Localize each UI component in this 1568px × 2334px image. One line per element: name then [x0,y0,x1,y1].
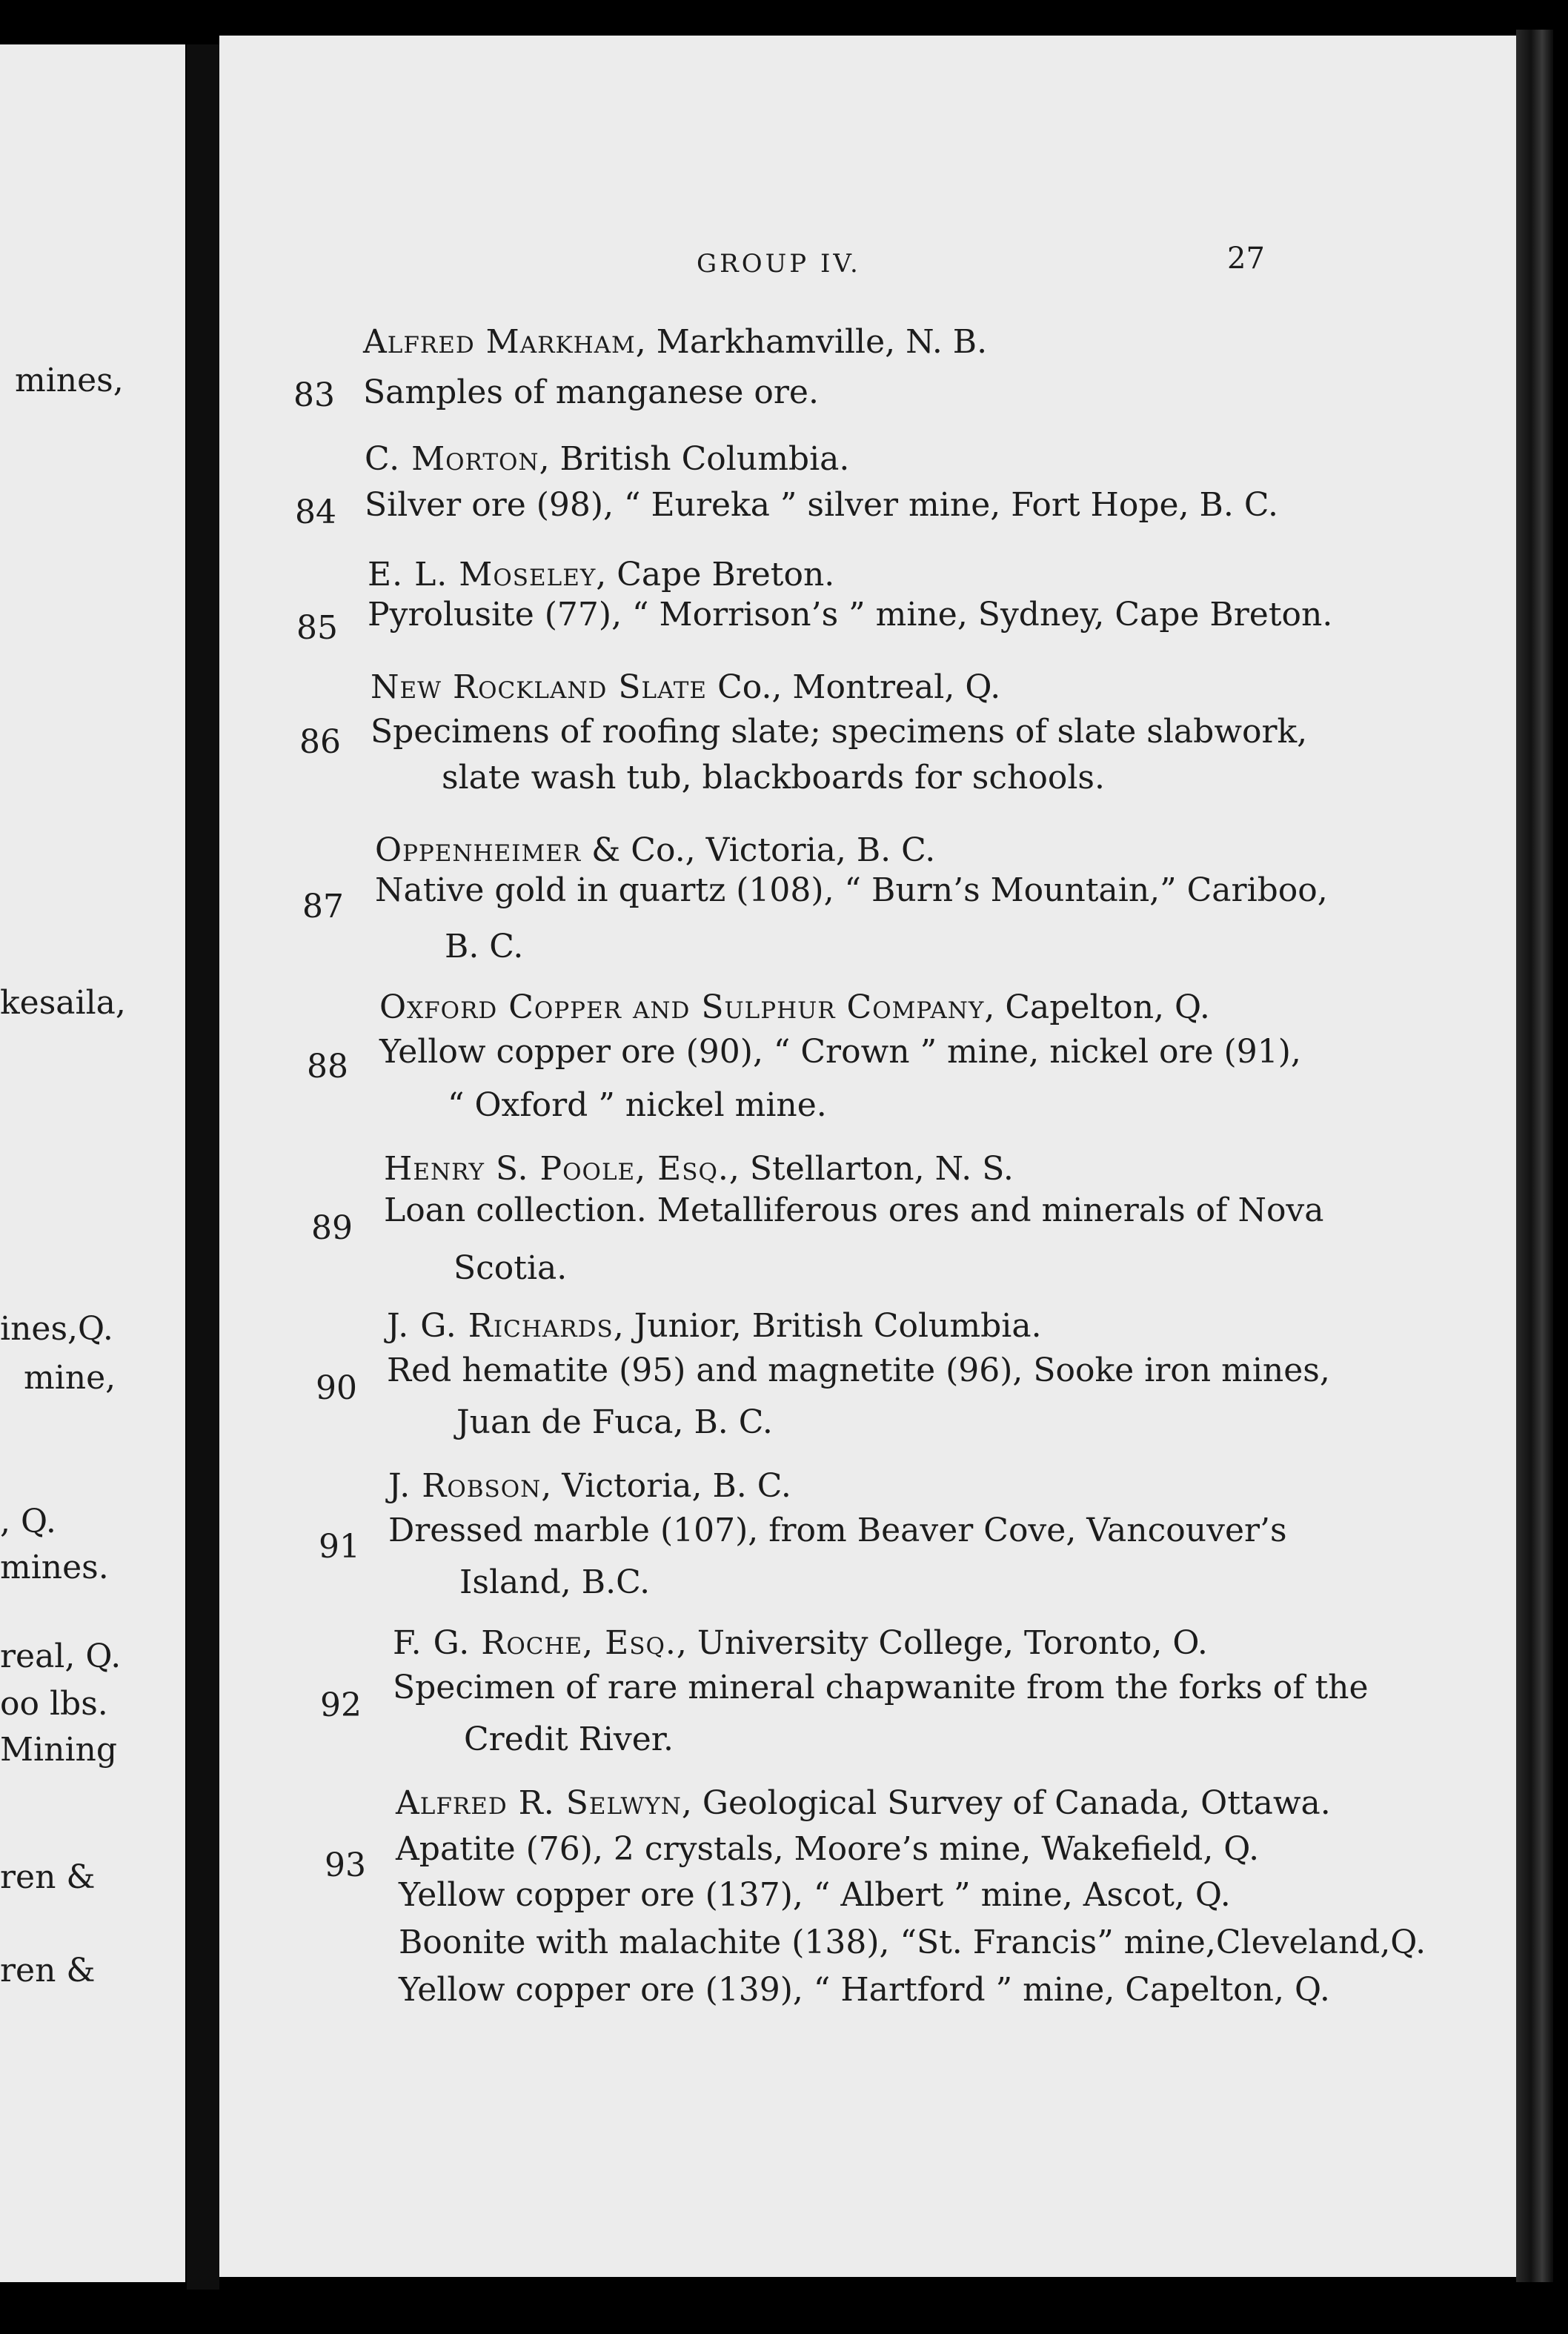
left-fragment: mines. [0,1549,109,1586]
exhibitor-heading [387,1307,1042,1345]
left-fragment: ren & [0,1858,96,1896]
exhibitor-name: Oppenheimer [375,831,582,869]
exhibitor-heading [365,440,850,478]
exhibitor-name: New Rockland Slate [371,668,708,706]
exhibitor-location: , Victoria, B. C. [541,1467,791,1505]
left-fragment: real, Q. [0,1638,122,1675]
book-gutter [187,44,219,2290]
exhibitor-location: & Co., Victoria, B. C. [581,831,936,869]
entry-number: 84 [295,493,336,531]
exhibitor-name: J. G. Richards [387,1307,614,1345]
entry-line: Specimen of rare mineral chapwanite from the forks of the [393,1669,1369,1706]
exhibitor-name: C. Morton [365,440,539,478]
left-fragment: mine, [24,1359,116,1397]
running-head: GROUP IV. [697,249,861,279]
entry-number: 88 [307,1048,348,1085]
entry-line: Boonite with malachite (138), “St. Francis” mine,Cleveland,Q. [399,1924,1426,1961]
exhibitor-name: Alfred Markham [363,323,636,361]
left-fragment: kesaila, [0,984,126,1022]
left-fragment: Mining [0,1731,118,1769]
exhibitor-location: , University College, Toronto, O. [676,1624,1208,1662]
entry-number: 90 [316,1369,357,1407]
left-fragment: ren & [0,1952,96,1989]
exhibitor-heading [379,988,1210,1026]
exhibitor-heading [368,556,835,594]
left-fragment: oo lbs. [0,1685,108,1723]
exhibitor-name: Oxford Copper and Sulphur Company [379,988,985,1026]
exhibitor-location: , Geological Survey of Canada, Ottawa. [681,1784,1331,1822]
exhibitor-location: , Stellarton, N. S. [728,1150,1014,1188]
left-fragment: mines, [15,362,124,399]
left-fragment: ines,Q. [0,1310,113,1348]
entry-line: Apatite (76), 2 crystals, Moore’s mine, Wakefield, Q. [396,1830,1260,1868]
page-edge [1516,30,1553,2282]
exhibitor-name: E. L. Moseley [368,556,597,594]
entry-line: Yellow copper ore (90), “ Crown ” mine, nickel ore (91), [379,1033,1301,1071]
exhibitor-heading [363,323,988,361]
exhibitor-location: , Cape Breton. [596,556,835,594]
entry-number: 92 [320,1686,362,1724]
exhibitor-location: Co., Montreal, Q. [707,668,1001,706]
entry-number: 83 [293,376,335,414]
entry-line: Dressed marble (107), from Beaver Cove, Vancouver’s [388,1512,1287,1549]
exhibitor-name: J. Robson [388,1467,542,1505]
exhibitor-name: F. G. Roche, Esq. [393,1624,677,1662]
entry-number: 87 [302,888,344,925]
entry-number: 91 [319,1528,360,1566]
entry-line: Credit River. [464,1720,674,1758]
exhibitor-heading [396,1784,1331,1822]
entry-line: Loan collection. Metalliferous ores and minerals of Nova [384,1191,1324,1229]
entry-line: Red hematite (95) and magnetite (96), Sooke iron mines, [387,1351,1330,1389]
exhibitor-location: , Markhamville, N. B. [635,323,988,361]
entry-number: 85 [296,609,338,647]
entry-number: 86 [299,723,341,761]
page-number: 27 [1227,242,1265,276]
entry-line: Yellow copper ore (139), “ Hartford ” mine, Capelton, Q. [399,1971,1330,2009]
exhibitor-name: Alfred R. Selwyn [396,1784,682,1822]
entry-line: Samples of manganese ore. [363,373,819,411]
left-fragment: , Q. [0,1503,56,1540]
entry-line: Pyrolusite (77), “ Morrison’s ” mine, Sydney, Cape Breton. [368,596,1333,634]
entry-line: “ Oxford ” nickel mine. [448,1086,827,1124]
exhibitor-heading [388,1467,791,1505]
exhibitor-heading [371,668,1001,706]
entry-line: Yellow copper ore (137), “ Albert ” mine, Ascot, Q. [399,1876,1231,1914]
exhibitor-location: , Junior, British Columbia. [613,1307,1042,1345]
exhibitor-heading [375,831,936,869]
entry-line: Silver ore (98), “ Eureka ” silver mine, Fort Hope, B. C. [365,486,1278,524]
left-page [0,44,185,2282]
entry-line: Scotia. [454,1249,568,1287]
exhibitor-heading [384,1150,1014,1188]
exhibitor-heading [393,1624,1208,1662]
entry-number: 89 [311,1209,353,1247]
entry-number: 93 [325,1846,366,1884]
entry-line: Specimens of roofing slate; specimens of slate slabwork, [371,713,1308,751]
exhibitor-location: , Capelton, Q. [984,988,1210,1026]
exhibitor-location: , British Columbia. [539,440,850,478]
entry-line: Juan de Fuca, B. C. [456,1403,773,1441]
exhibitor-name: Henry S. Poole, Esq. [384,1150,729,1188]
entry-line: Island, B.C. [459,1563,651,1601]
entry-line: Native gold in quartz (108), “ Burn’s Mountain,” Cariboo, [375,871,1328,909]
entry-line: B. C. [445,928,524,965]
entry-line: slate wash tub, blackboards for schools. [442,759,1105,797]
